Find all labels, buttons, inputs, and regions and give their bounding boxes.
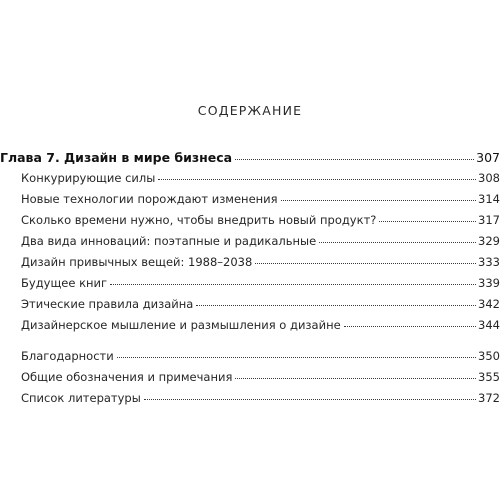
toc-entry-row: [21, 192, 500, 206]
toc-entry-row: [21, 234, 500, 248]
toc-entry-page-number: 355: [478, 370, 500, 384]
dot-leader: [281, 200, 476, 201]
dot-leader: [255, 263, 476, 264]
toc-chapter-row: [0, 150, 500, 165]
toc-entry-title: Два вида инноваций: поэтапные и радикальные: [21, 234, 317, 248]
dot-leader: [110, 284, 476, 285]
toc-entry-row: [21, 213, 500, 227]
toc-entry-title: Будущее книг: [21, 276, 108, 290]
dot-leader: [379, 221, 476, 222]
toc-entry-title: Новые технологии порождают изменения: [21, 192, 278, 206]
toc-backmatter-row: [21, 349, 500, 363]
toc-entry-page-number: 342: [478, 297, 500, 311]
toc-entry-title: Список литературы: [21, 391, 141, 405]
toc-entry-page-number: 339: [478, 276, 500, 290]
toc-entry-page-number: 314: [478, 192, 500, 206]
toc-entry-page-number: 350: [478, 349, 500, 363]
toc-entry-title: Общие обозначения и примечания: [21, 370, 233, 384]
toc-entry-row: [21, 255, 500, 269]
dot-leader: [235, 378, 476, 379]
toc-entry-row: [21, 171, 500, 185]
toc-entry-title: Сколько времени нужно, чтобы внедрить новый продукт?: [21, 213, 377, 227]
chapter-page-number: 307: [476, 150, 500, 165]
toc-entry-page-number: 344: [478, 318, 500, 332]
dot-leader: [344, 326, 476, 327]
toc-entry-page-number: 317: [478, 213, 500, 227]
toc-entry-page-number: 308: [478, 171, 500, 185]
dot-leader: [196, 305, 476, 306]
toc-entry-page-number: 329: [478, 234, 500, 248]
toc-entry-page-number: 333: [478, 255, 500, 269]
toc-entry-title: Благодарности: [21, 349, 114, 363]
chapter-title: Глава 7. Дизайн в мире бизнеса: [0, 150, 233, 165]
toc-entry-row: [21, 318, 500, 332]
toc-backmatter-row: [21, 391, 500, 405]
dot-leader: [144, 399, 476, 400]
dot-leader: [235, 159, 474, 160]
toc-entry-title: Конкурирующие силы: [21, 171, 156, 185]
toc-backmatter-row: [21, 370, 500, 384]
toc-entry-row: [21, 276, 500, 290]
toc-entry-title: Дизайн привычных вещей: 1988–2038: [21, 255, 253, 269]
toc-entry-row: [21, 297, 500, 311]
toc-entry-title: Этические правила дизайна: [21, 297, 194, 311]
toc-entry-title: Дизайнерское мышление и размышления о дизайне: [21, 318, 341, 332]
dot-leader: [158, 179, 476, 180]
dot-leader: [117, 357, 476, 358]
toc-entry-page-number: 372: [478, 391, 500, 405]
toc-heading: СОДЕРЖАНИЕ: [197, 103, 303, 118]
dot-leader: [319, 242, 476, 243]
